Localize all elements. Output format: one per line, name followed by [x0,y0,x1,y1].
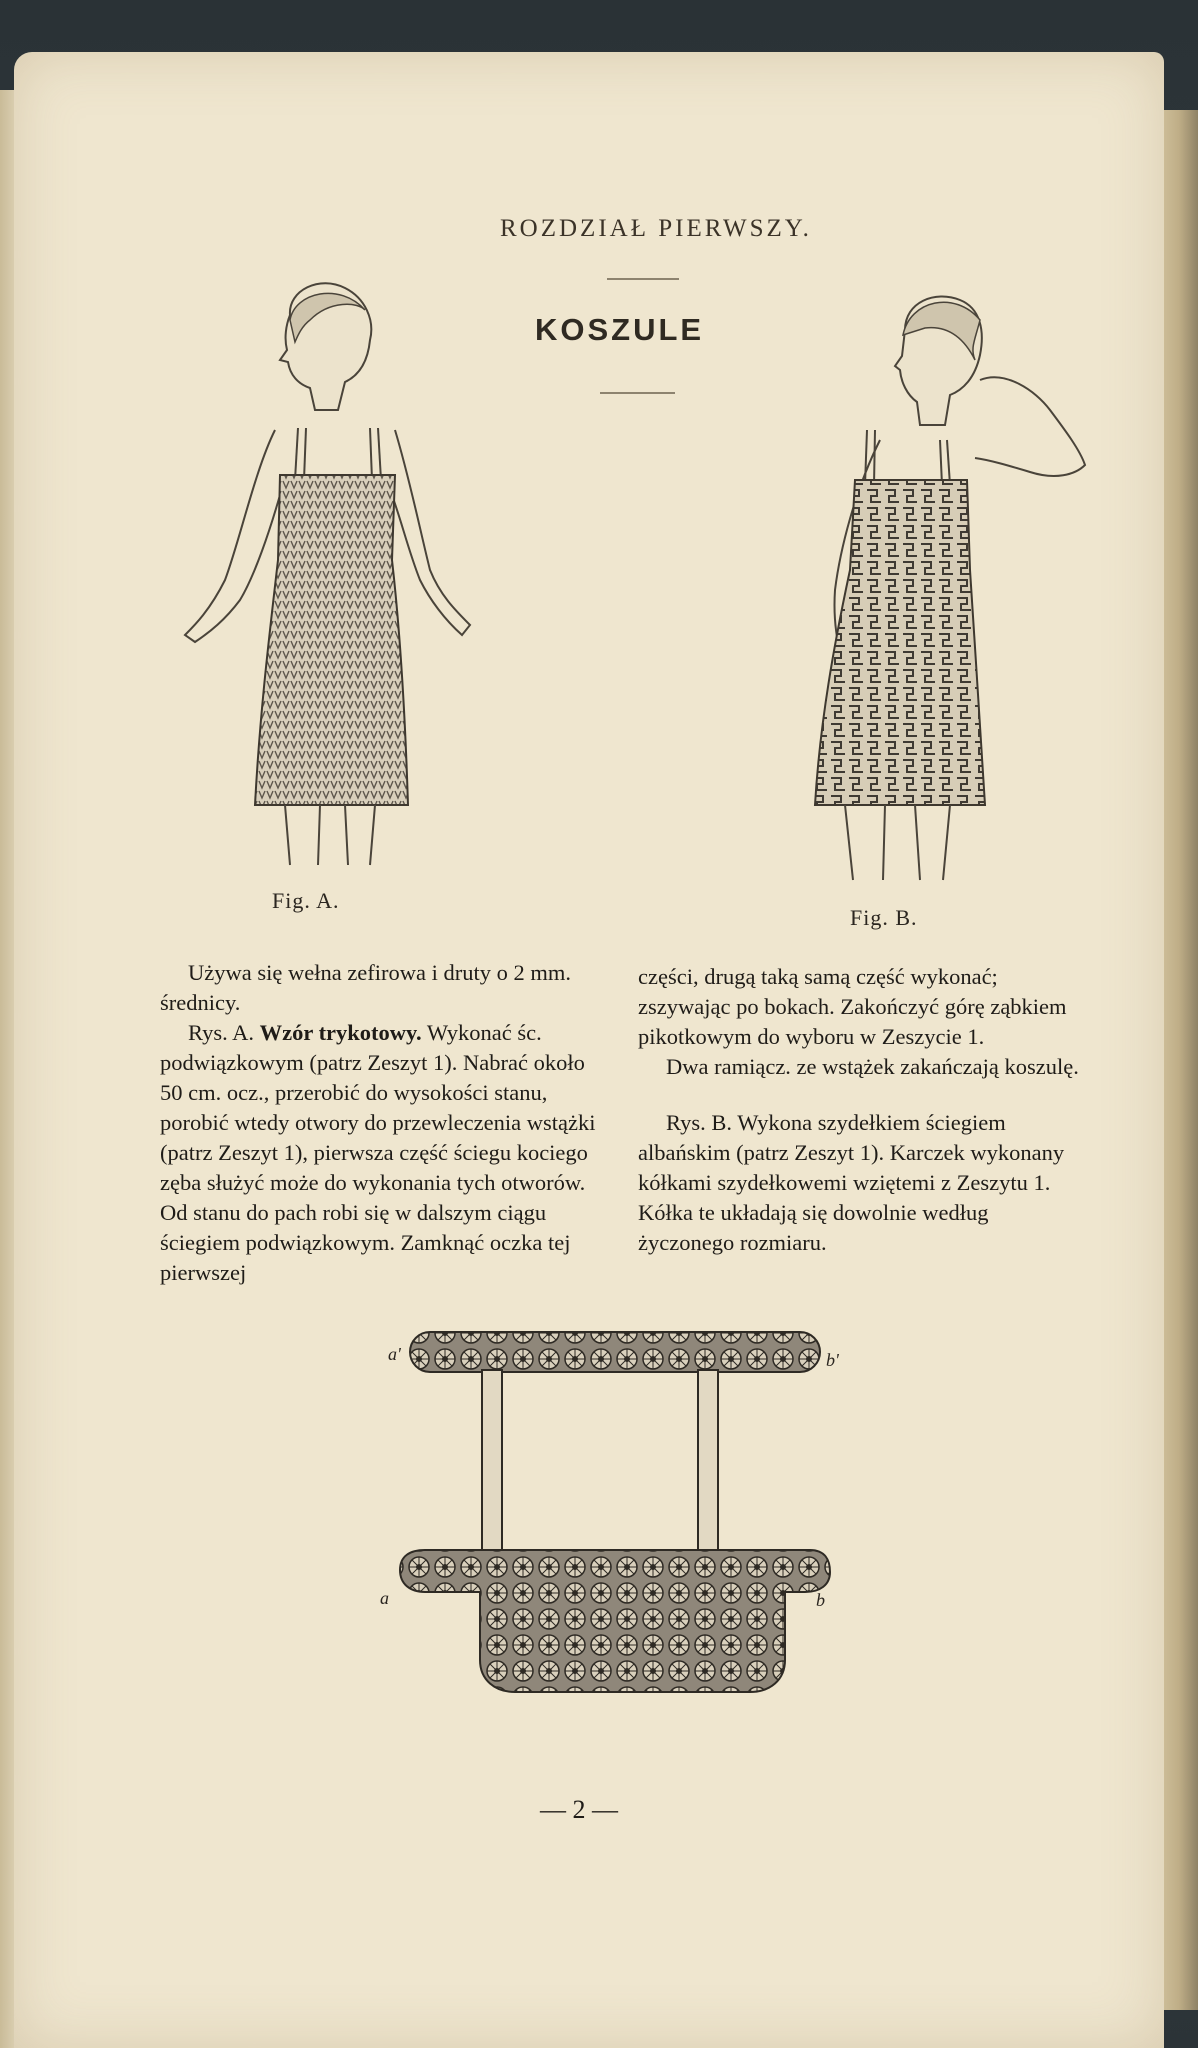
paragraph-rys-a [160,1018,600,1288]
text-column-right [638,962,1086,1258]
figure-a-caption: Fig. A. [272,888,340,913]
paragraph-continuation: części, drugą taką samą część wykonać; zszywając po bokach. Zakończyć górę ząbkiem pikotkowym do wyboru w Zeszycie 1. [638,964,1067,1049]
paragraph-rys-b: Rys. B. Wykona szydełkiem ściegiem albańskim (patrz Zeszyt 1). Karczek wykonany kółkami szydełkowemi wziętemi z Zeszytu 1. Kółka te układają się dowolnie według życzonego rozmiaru. [638,1110,1065,1255]
figure-a-illustration [170,280,500,880]
rys-a-heading: Wzór trykotowy. [259,1020,422,1045]
figure-b-illustration [775,290,1105,890]
rys-a-label: Rys. A. [188,1020,254,1045]
text-column-left [160,958,600,1288]
figure-b-caption: Fig. B. [850,905,918,930]
paragraph-straps: Dwa ramiącz. ze wstążek zakańczają koszulę. [666,1054,1079,1079]
page-title: KOSZULE [535,312,705,347]
divider-bottom [600,392,675,394]
rys-a-body: Wykonać śc. podwiązkowym (patrz Zeszyt 1). Nabrać około 50 cm. ocz., przerobić do wysokości stanu, porobić wtedy otwory do przewleczenia wstążki (patrz Zeszyt 1), pierwsza część ściegu kociego zęba służyć może do wykonania tych otworów. Od stanu do pach robi się w dalszym ciągu ściegiem podwiązkowym. Zamknąć oczka tej pierwszej [160,1020,596,1285]
divider-top [607,278,679,280]
label-b: b [816,1590,825,1610]
label-a-prime: a' [388,1344,401,1364]
label-b-prime: b' [826,1350,839,1370]
label-a: a [380,1588,389,1608]
page-number: — 2 — [540,1795,618,1824]
crochet-yoke-diagram [380,1320,840,1710]
chapter-heading: ROZDZIAŁ PIERWSZY. [500,215,812,242]
paragraph-materials: Używa się wełna zefirowa i druty o 2 mm. średnicy. [160,960,572,1015]
